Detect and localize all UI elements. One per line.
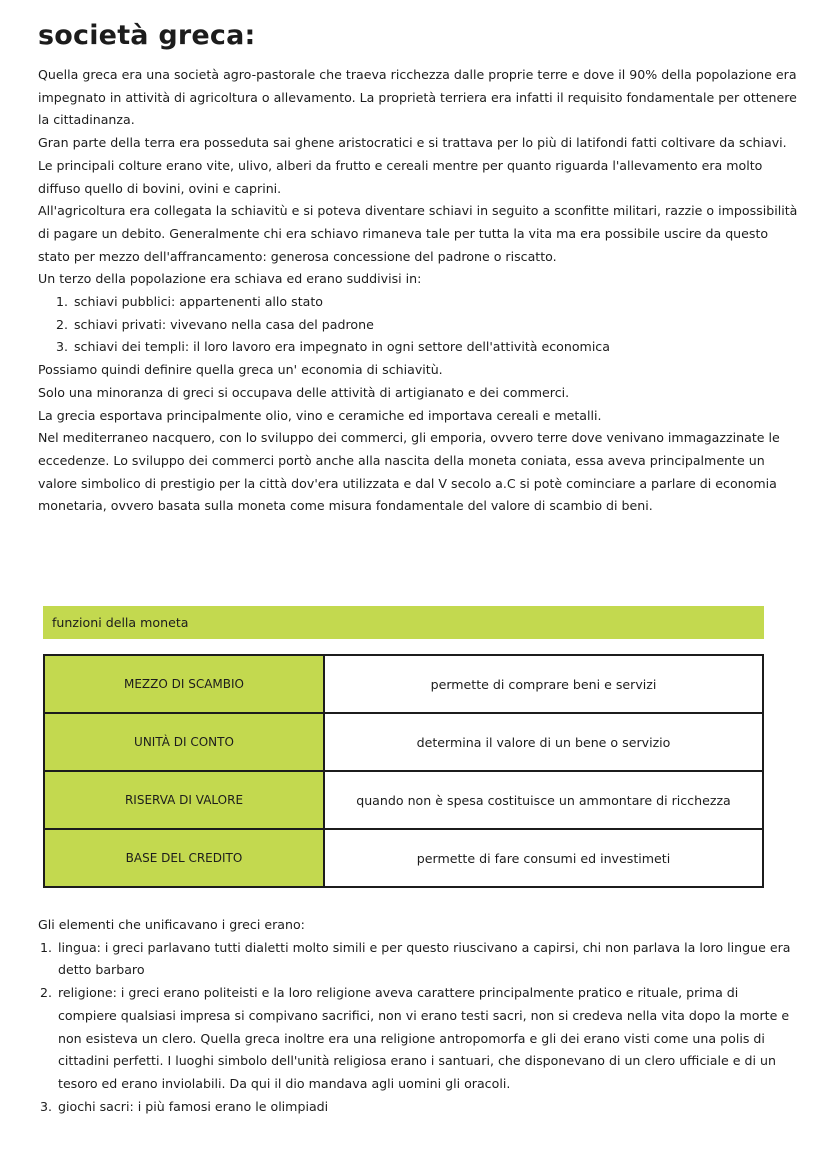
- paragraph: Possiamo quindi definire quella greca un' economia di schiavitù.: [38, 362, 443, 378]
- table-row: [44, 771, 763, 829]
- list-item: 1. schiavi pubblici: appartenenti allo stato: [72, 291, 798, 314]
- paragraph: Gran parte della terra era posseduta sai ghene aristocratici e si trattava per lo più di latifondi fatti coltivare da schiavi.: [38, 135, 787, 151]
- table-row: [44, 829, 763, 887]
- list-item: 1. lingua: i greci parlavano tutti dialetti molto simili e per questo riuscivano a capirsi, chi non parlava la loro lingue era detto barbaro: [56, 937, 798, 982]
- unifying-section: [38, 914, 798, 1118]
- section-heading-band: funzioni della moneta: [43, 606, 764, 639]
- function-name-cell: RISERVA DI VALORE: [44, 771, 324, 829]
- paragraph: La grecia esportava principalmente olio, vino e ceramiche ed importava cereali e metalli.: [38, 407, 602, 423]
- paragraph: Gli elementi che unificavano i greci erano:: [38, 917, 305, 932]
- unifying-elements-list: [38, 937, 798, 1119]
- paragraph: All'agricoltura era collegata la schiavitù e si poteva diventare schiavi in seguito a sconfitte militari, razzie o impossibilità di pagare un debito. Generalmente chi era schiavo rimaneva tale per tutta la vita ma era possibile uscire da questo stato per mezzo dell'affrancamento: generosa concessione del padrone o riscatto.: [38, 203, 798, 264]
- paragraph: Un terzo della popolazione era schiava ed erano suddivisi in:: [38, 271, 422, 287]
- function-name-cell: UNITÀ DI CONTO: [44, 713, 324, 771]
- function-name-cell: MEZZO DI SCAMBIO: [44, 655, 324, 713]
- page-title: società greca:: [38, 20, 256, 51]
- function-desc-cell: quando non è spesa costituisce un ammontare di ricchezza: [324, 771, 763, 829]
- list-item: 3. giochi sacri: i più famosi erano le olimpiadi: [56, 1096, 798, 1119]
- table-row: [44, 713, 763, 771]
- intro-section: [38, 64, 798, 518]
- money-functions-table: [43, 654, 764, 888]
- function-desc-cell: determina il valore di un bene o servizio: [324, 713, 763, 771]
- paragraph: Solo una minoranza di greci si occupava delle attività di artigianato e dei commerci.: [38, 384, 570, 400]
- paragraph: Quella greca era una società agro-pastorale che traeva ricchezza dalle proprie terre e dove il 90% della popolazione era impegnato in attività di agricoltura o allevamento. La proprietà terriera era infatti il requisito fondamentale per ottenere la cittadinanza.: [38, 67, 797, 128]
- list-item: 3. schiavi dei templi: il loro lavoro era impegnato in ogni settore dell'attività economica: [72, 336, 798, 359]
- list-item: 2. religione: i greci erano politeisti e la loro religione aveva carattere principalmente pratico e rituale, prima di compiere qualsiasi impresa si compivano sacrifici, non vi erano testi sacri, non si credeva nella vita dopo la morte e non esisteva un clero. Quella greca inoltre era una religione antropomorfa e gli dei erano visti come una polis di cittadini perfetti. I luoghi simbolo dell'unità religiosa erano i santuari, che disponevano di un clero ufficiale e di un tesoro ed erano inviolabili. Da qui il dio mandava agli uomini gli oracoli.: [56, 982, 798, 1096]
- paragraph: Le principali colture erano vite, ulivo, alberi da frutto e cereali mentre per quanto riguarda l'allevamento era molto diffuso quello di bovini, ovini e caprini.: [38, 157, 763, 196]
- function-desc-cell: permette di fare consumi ed investimeti: [324, 829, 763, 887]
- function-name-cell: BASE DEL CREDITO: [44, 829, 324, 887]
- function-desc-cell: permette di comprare beni e servizi: [324, 655, 763, 713]
- paragraph: Nel mediterraneo nacquero, con lo sviluppo dei commerci, gli emporia, ovvero terre dove venivano immagazzinate le eccedenze. Lo sviluppo dei commerci portò anche alla nascita della moneta coniata, essa aveva principalmente un valore simbolico di prestigio per la città dov'era utilizzata e dal V secolo a.C si potè cominciare a parlare di economia monetaria, ovvero basata sulla moneta come misura fondamentale del valore di scambio di beni.: [38, 430, 780, 514]
- table-row: [44, 655, 763, 713]
- slave-types-list: [38, 291, 798, 359]
- list-item: 2. schiavi privati: vivevano nella casa del padrone: [72, 314, 798, 337]
